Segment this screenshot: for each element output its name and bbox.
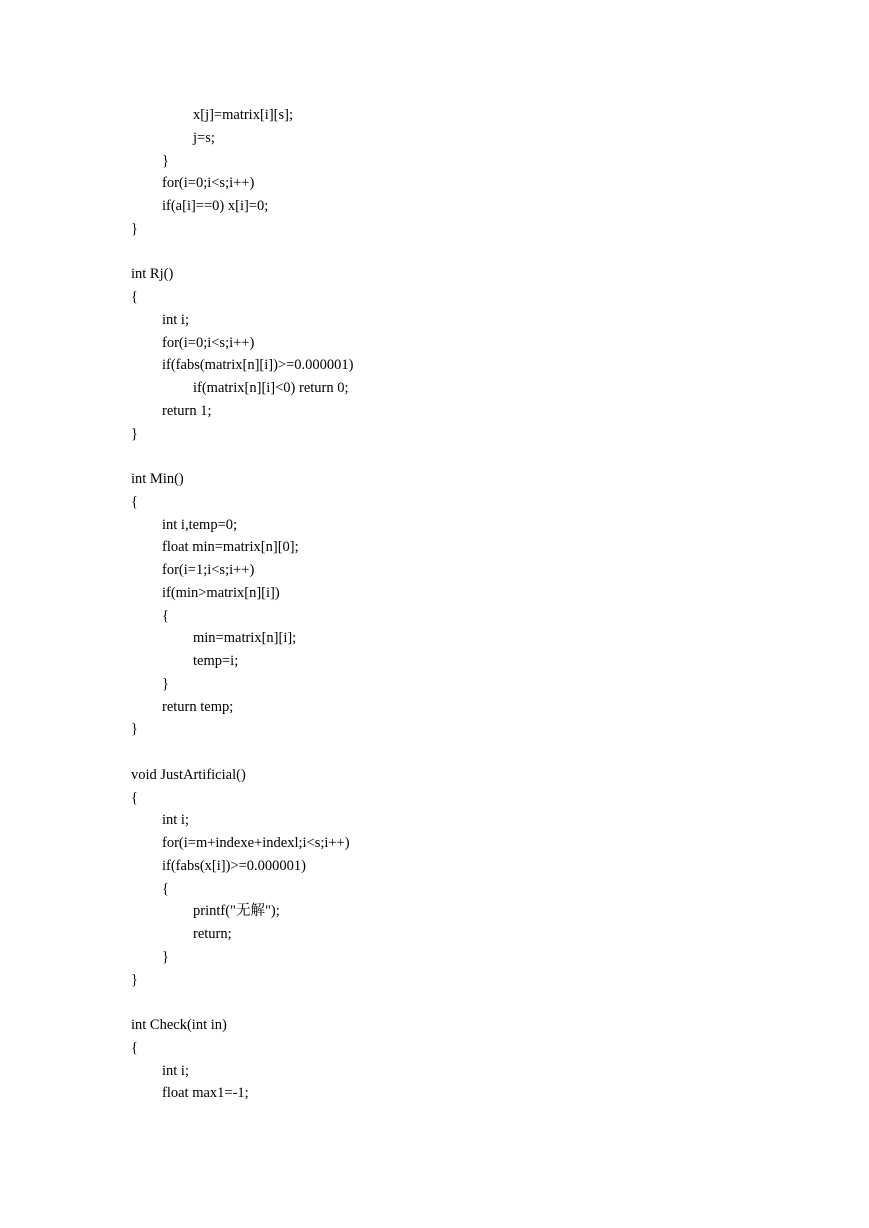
code-line: }: [162, 948, 169, 965]
code-line: }: [131, 721, 138, 738]
code-line: if(fabs(x[i])>=0.000001): [162, 857, 306, 874]
code-line: int i;: [162, 812, 189, 829]
code-line: }: [131, 220, 138, 237]
code-line: for(i=0;i<s;i++): [162, 175, 255, 192]
code-line: int i;: [162, 311, 189, 328]
code-line: j=s;: [193, 129, 215, 146]
code-line: return 1;: [162, 402, 212, 419]
code-line: int i,temp=0;: [162, 516, 238, 533]
code-line: {: [131, 289, 138, 305]
function-signature-min: int Min(): [131, 471, 184, 487]
blank-line: [131, 991, 354, 1014]
code-line: if(min>matrix[n][i]): [162, 584, 280, 601]
code-line: if(fabs(matrix[n][i])>=0.000001): [162, 357, 354, 374]
function-signature-rj: int Rj(): [131, 266, 174, 283]
code-line: for(i=0;i<s;i++): [162, 334, 255, 351]
code-line: }: [162, 152, 169, 169]
code-line: {: [131, 1039, 138, 1056]
code-line: {: [131, 789, 138, 806]
code-line: for(i=m+indexe+indexl;i<s;i++): [162, 835, 350, 851]
code-line: for(i=1;i<s;i++): [162, 562, 255, 578]
blank-line: [131, 741, 354, 764]
code-line: int i;: [162, 1062, 189, 1079]
code-line: min=matrix[n][i];: [193, 630, 297, 647]
blank-line: [131, 241, 354, 264]
code-line: return;: [193, 926, 232, 942]
code-line: }: [131, 971, 138, 988]
blank-line: [131, 445, 354, 468]
code-line: {: [162, 607, 169, 624]
code-line: {: [162, 880, 169, 897]
code-line: temp=i;: [193, 653, 239, 669]
code-listing: [131, 104, 354, 1105]
code-line: }: [162, 675, 169, 692]
function-signature-check: int Check(int in): [131, 1017, 227, 1033]
code-line: if(a[i]==0) x[i]=0;: [162, 198, 269, 214]
code-line: {: [131, 493, 138, 510]
code-line: if(matrix[n][i]<0) return 0;: [193, 380, 349, 396]
code-line: printf("无解");: [193, 903, 280, 920]
function-signature-justartificial: void JustArtificial(): [131, 766, 246, 783]
code-line: }: [131, 425, 138, 442]
code-line: float max1=-1;: [162, 1085, 249, 1102]
code-line: return temp;: [162, 698, 234, 715]
code-line: x[j]=matrix[i][s];: [193, 107, 293, 123]
code-line: float min=matrix[n][0];: [162, 539, 299, 556]
